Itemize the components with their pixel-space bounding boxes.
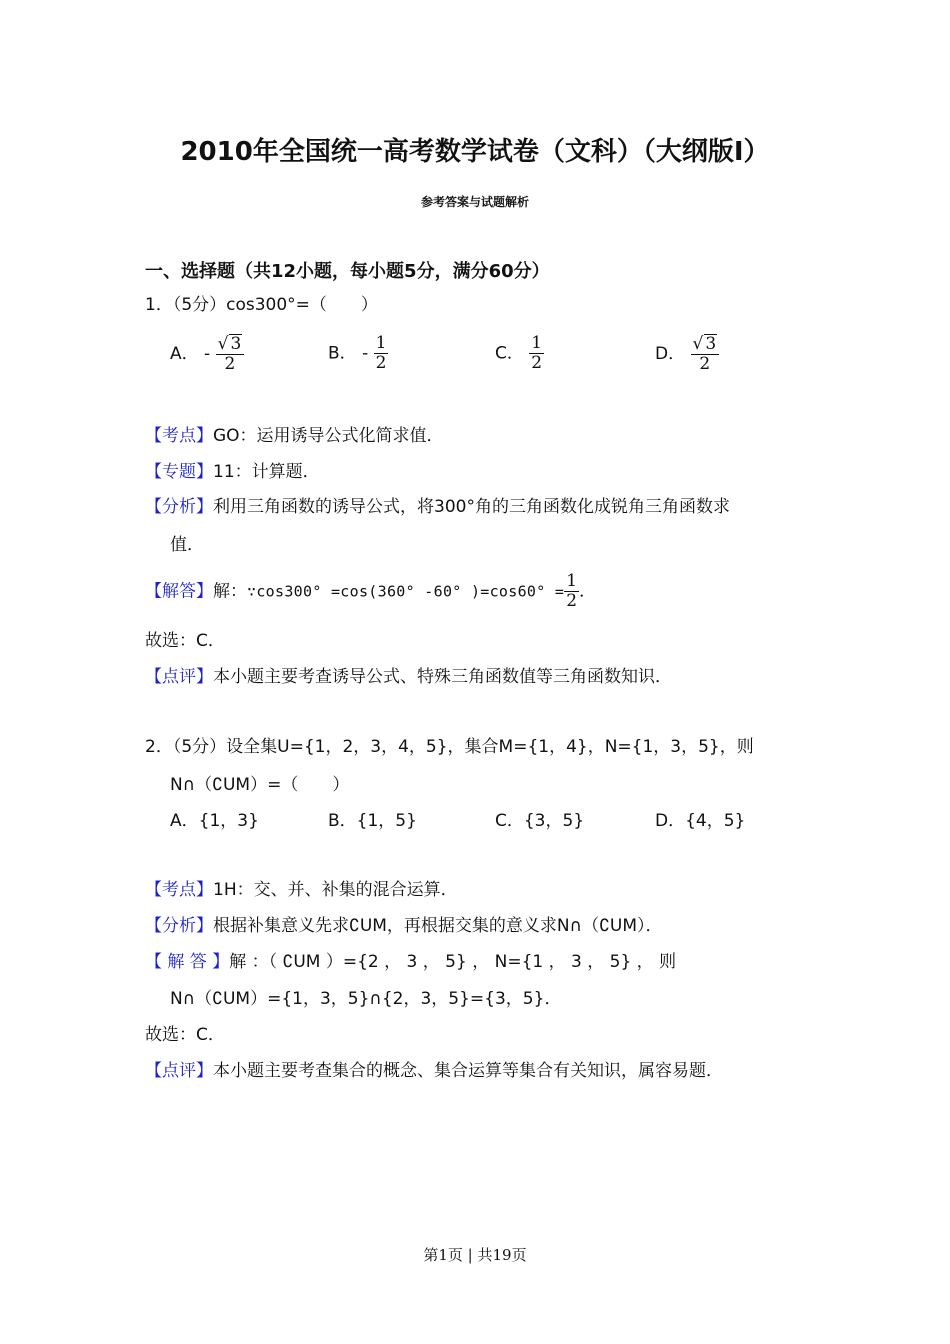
q1-option-b	[328, 334, 388, 373]
tag-fenxi: 【分析】	[145, 916, 213, 936]
page-subtitle: 参考答案与试题解析	[420, 195, 529, 209]
fraction	[529, 334, 544, 373]
tag-dianping: 【点评】	[145, 667, 213, 687]
jieda-formula: ∵cos300° =cos(360° -60° )=cos60° =	[247, 582, 565, 601]
q1-answer: 故选：C．	[145, 631, 225, 651]
page-title: 2010年全国统一高考数学试卷（文科）（大纲版Ⅰ）	[180, 137, 770, 167]
q2-option-b: B．{1，5}	[328, 811, 417, 831]
fenxi-text: 根据补集意义先求∁UM，再根据交集的意义求N∩（∁UM）．	[213, 916, 663, 936]
numerator: 1	[531, 333, 543, 353]
tag-kaodian: 【考点】	[145, 426, 213, 446]
dianping-text: 本小题主要考查集合的概念、集合运算等集合有关知识，属容易题．	[213, 1061, 723, 1081]
page-footer: 第1页 | 共19页	[423, 1246, 527, 1264]
numerator: 1	[566, 571, 578, 591]
denominator: 2	[224, 354, 236, 374]
q1-fenxi-cont: 值．	[170, 535, 204, 555]
option-label: D．	[655, 344, 686, 364]
q2-stem: 2．（5分）设全集U={1，2，3，4，5}，集合M={1，4}，N={1，3，5}，则	[145, 737, 754, 757]
tag-jieda: 【 解 答 】	[145, 952, 230, 972]
option-label: B．	[328, 343, 357, 364]
dianping-text: 本小题主要考查诱导公式、特殊三角函数值等三角函数知识．	[213, 667, 672, 687]
denominator: 2	[566, 591, 578, 611]
radicand: 3	[705, 334, 717, 354]
q2-option-d: D．{4，5}	[655, 811, 746, 831]
fraction: $\frac{√ 3}{2}$	[691, 334, 720, 374]
tag-jieda: 【解答】	[145, 581, 213, 602]
jieda-prefix: 解：	[213, 581, 247, 602]
q2-jieda	[145, 950, 676, 974]
radicand: 3	[230, 334, 242, 354]
q2-jieda-cont: N∩（∁UM）={1，3，5}∩{2，3，5}={3，5}．	[170, 989, 562, 1009]
zhuanti-text: 11：计算题．	[213, 462, 320, 482]
q1-fenxi	[145, 495, 730, 519]
q1-option-a	[170, 334, 244, 374]
q2-option-c: C．{3，5}	[495, 811, 585, 831]
tag-zhuanti: 【专题】	[145, 462, 213, 482]
tag-dianping: 【点评】	[145, 1061, 213, 1081]
q1-dianping	[145, 665, 672, 689]
q1-option-c	[495, 334, 544, 373]
jieda-end: ．	[579, 581, 597, 602]
tag-kaodian: 【考点】	[145, 880, 213, 900]
fenxi-text: 利用三角函数的诱导公式，将300°角的三角函数化成锐角三角函数求	[213, 497, 730, 517]
fraction: $\frac{√ 3}{2}$	[216, 334, 245, 374]
q1-option-d	[655, 334, 719, 374]
q2-kaodian	[145, 878, 458, 902]
fraction	[374, 334, 389, 373]
kaodian-text: 1H：交、并、补集的混合运算．	[213, 880, 458, 900]
denominator: 2	[699, 354, 711, 374]
q1-kaodian	[145, 424, 444, 448]
denominator: 2	[531, 353, 543, 373]
q2-answer: 故选：C．	[145, 1025, 225, 1045]
numerator: 1	[375, 333, 387, 353]
q1-stem: 1．（5分）cos300°=（ ）	[145, 295, 378, 315]
q2-fenxi	[145, 914, 663, 938]
q2-stem-cont: N∩（∁UM）=（ ）	[170, 775, 350, 795]
option-label: C．	[495, 343, 524, 364]
section-heading: 一、选择题（共12小题，每小题5分，满分60分）	[145, 261, 550, 282]
q2-dianping	[145, 1059, 723, 1083]
minus-sign: -	[204, 344, 211, 364]
option-label: A．	[170, 344, 199, 364]
kaodian-text: GO：运用诱导公式化简求值．	[213, 426, 444, 446]
q1-jieda	[145, 572, 596, 611]
minus-sign: -	[362, 343, 369, 364]
q2-option-a: A．{1，3}	[170, 811, 259, 831]
jieda-text: 解 ：（ ∁UM ）={2 ， 3 ， 5} ， N={1 ， 3 ， 5} ， 则	[229, 952, 677, 972]
tag-fenxi: 【分析】	[145, 497, 213, 517]
denominator: 2	[375, 353, 387, 373]
fraction	[564, 572, 579, 611]
q1-zhuanti	[145, 460, 320, 484]
